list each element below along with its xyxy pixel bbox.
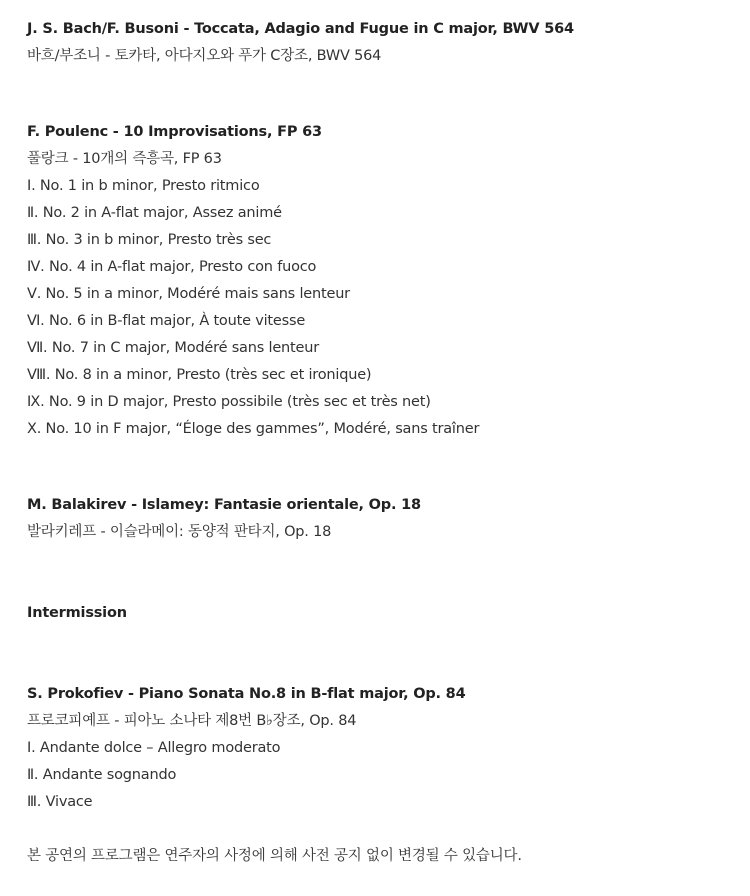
piece-title: S. Prokofiev - Piano Sonata No.8 in B-flat major, Op. 84: [27, 686, 466, 702]
movement-item: Ⅹ. No. 10 in F major, “Éloge des gammes”, Modéré, sans traîner: [27, 421, 480, 437]
movement-item: Ⅰ. Andante dolce – Allegro moderato: [27, 740, 281, 756]
piece-title: M. Balakirev - Islamey: Fantasie orientale, Op. 18: [27, 497, 421, 513]
program-change-notice: 본 공연의 프로그램은 연주자의 사정에 의해 사전 공지 없이 변경될 수 있습니다.: [27, 848, 522, 864]
movement-item: Ⅶ. No. 7 in C major, Modéré sans lenteur: [27, 340, 319, 356]
movement-item: Ⅱ. Andante sognando: [27, 767, 177, 783]
piece-korean-title: 바흐/부조니 - 토카타, 아다지오와 푸가 C장조, BWV 564: [27, 48, 382, 64]
piece-korean-title: 풀랑크 - 10개의 즉흥곡, FP 63: [27, 151, 222, 167]
movement-item: Ⅴ. No. 5 in a minor, Modéré mais sans lenteur: [27, 286, 350, 302]
piece-title: J. S. Bach/F. Busoni - Toccata, Adagio and Fugue in C major, BWV 564: [27, 21, 574, 37]
movement-item: Ⅸ. No. 9 in D major, Presto possibile (très sec et très net): [27, 394, 431, 410]
movement-item: Ⅳ. No. 4 in A-flat major, Presto con fuoco: [27, 259, 317, 275]
piece-title: F. Poulenc - 10 Improvisations, FP 63: [27, 124, 322, 140]
movement-item: Ⅷ. No. 8 in a minor, Presto (très sec et ironique): [27, 367, 372, 383]
intermission-label: Intermission: [27, 605, 127, 621]
piece-korean-title: 발라키레프 - 이슬라메이: 동양적 판타지, Op. 18: [27, 524, 332, 540]
movement-item: Ⅲ. Vivace: [27, 794, 93, 810]
piece-korean-title: 프로코피예프 - 피아노 소나타 제8번 B♭장조, Op. 84: [27, 713, 357, 729]
movement-item: Ⅰ. No. 1 in b minor, Presto ritmico: [27, 178, 260, 194]
movement-item: Ⅲ. No. 3 in b minor, Presto très sec: [27, 232, 272, 248]
movement-item: Ⅵ. No. 6 in B-flat major, À toute vitesse: [27, 313, 306, 329]
movement-item: Ⅱ. No. 2 in A-flat major, Assez animé: [27, 205, 282, 221]
